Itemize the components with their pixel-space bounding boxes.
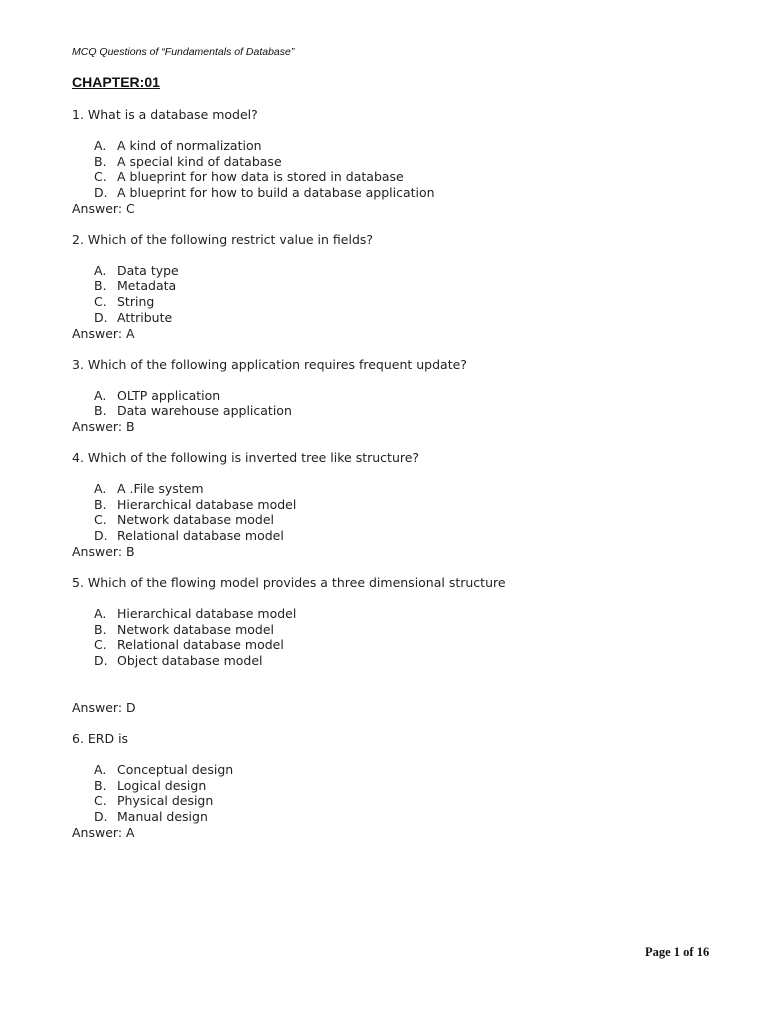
option-text: Data warehouse application bbox=[117, 403, 292, 418]
option-letter: A. bbox=[94, 388, 107, 403]
page-number: Page 1 of 16 bbox=[645, 945, 710, 959]
option-letter: B. bbox=[94, 278, 107, 293]
option-text: Attribute bbox=[117, 310, 173, 325]
option-text: Object database model bbox=[117, 653, 263, 668]
option-text: A blueprint for how data is stored in database bbox=[117, 169, 404, 184]
chapter-title: CHAPTER:01 bbox=[72, 74, 160, 90]
option-letter: D. bbox=[94, 528, 108, 543]
answer-text: Answer: B bbox=[72, 544, 135, 559]
option-letter: C. bbox=[94, 294, 107, 309]
option-text: Network database model bbox=[117, 622, 275, 637]
option-letter: D. bbox=[94, 809, 108, 824]
option-letter: A. bbox=[94, 138, 107, 153]
option-text: Hierarchical database model bbox=[117, 497, 297, 512]
question-text: 4. Which of the following is inverted tree like structure? bbox=[72, 450, 420, 465]
question-text: 5. Which of the flowing model provides a three dimensional structure bbox=[72, 575, 506, 590]
question-text: 6. ERD is bbox=[72, 731, 129, 746]
option-letter: B. bbox=[94, 622, 107, 637]
option-letter: A. bbox=[94, 762, 107, 777]
option-letter: B. bbox=[94, 778, 107, 793]
option-letter: B. bbox=[94, 403, 107, 418]
question-text: 1. What is a database model? bbox=[72, 107, 258, 122]
option-text: OLTP application bbox=[117, 388, 221, 403]
option-letter: C. bbox=[94, 512, 107, 527]
option-text: Relational database model bbox=[117, 637, 284, 652]
option-letter: B. bbox=[94, 497, 107, 512]
option-letter: D. bbox=[94, 653, 108, 668]
option-text: Metadata bbox=[117, 278, 177, 293]
answer-text: Answer: D bbox=[72, 700, 136, 715]
option-letter: C. bbox=[94, 793, 107, 808]
option-text: A .File system bbox=[117, 481, 204, 496]
option-text: Manual design bbox=[117, 809, 208, 824]
option-text: Physical design bbox=[117, 793, 214, 808]
option-letter: A. bbox=[94, 481, 107, 496]
option-text: Relational database model bbox=[117, 528, 284, 543]
option-text: A special kind of database bbox=[117, 154, 282, 169]
option-letter: C. bbox=[94, 637, 107, 652]
answer-text: Answer: A bbox=[72, 326, 135, 341]
option-text: Hierarchical database model bbox=[117, 606, 297, 621]
question-text: 3. Which of the following application requires frequent update? bbox=[72, 357, 467, 372]
document-header: MCQ Questions of “Fundamentals of Database” bbox=[72, 46, 295, 58]
answer-text: Answer: C bbox=[72, 201, 135, 216]
option-text: Conceptual design bbox=[117, 762, 234, 777]
answer-text: Answer: B bbox=[72, 419, 135, 434]
option-letter: B. bbox=[94, 154, 107, 169]
option-letter: D. bbox=[94, 185, 108, 200]
question-text: 2. Which of the following restrict value in fields? bbox=[72, 232, 374, 247]
option-text: Logical design bbox=[117, 778, 207, 793]
option-text: Data type bbox=[117, 263, 179, 278]
answer-text: Answer: A bbox=[72, 825, 135, 840]
option-text: Network database model bbox=[117, 512, 275, 527]
option-letter: D. bbox=[94, 310, 108, 325]
option-letter: C. bbox=[94, 169, 107, 184]
option-letter: A. bbox=[94, 606, 107, 621]
option-text: String bbox=[117, 294, 155, 309]
option-text: A blueprint for how to build a database application bbox=[117, 185, 435, 200]
option-text: A kind of normalization bbox=[117, 138, 262, 153]
option-letter: A. bbox=[94, 263, 107, 278]
